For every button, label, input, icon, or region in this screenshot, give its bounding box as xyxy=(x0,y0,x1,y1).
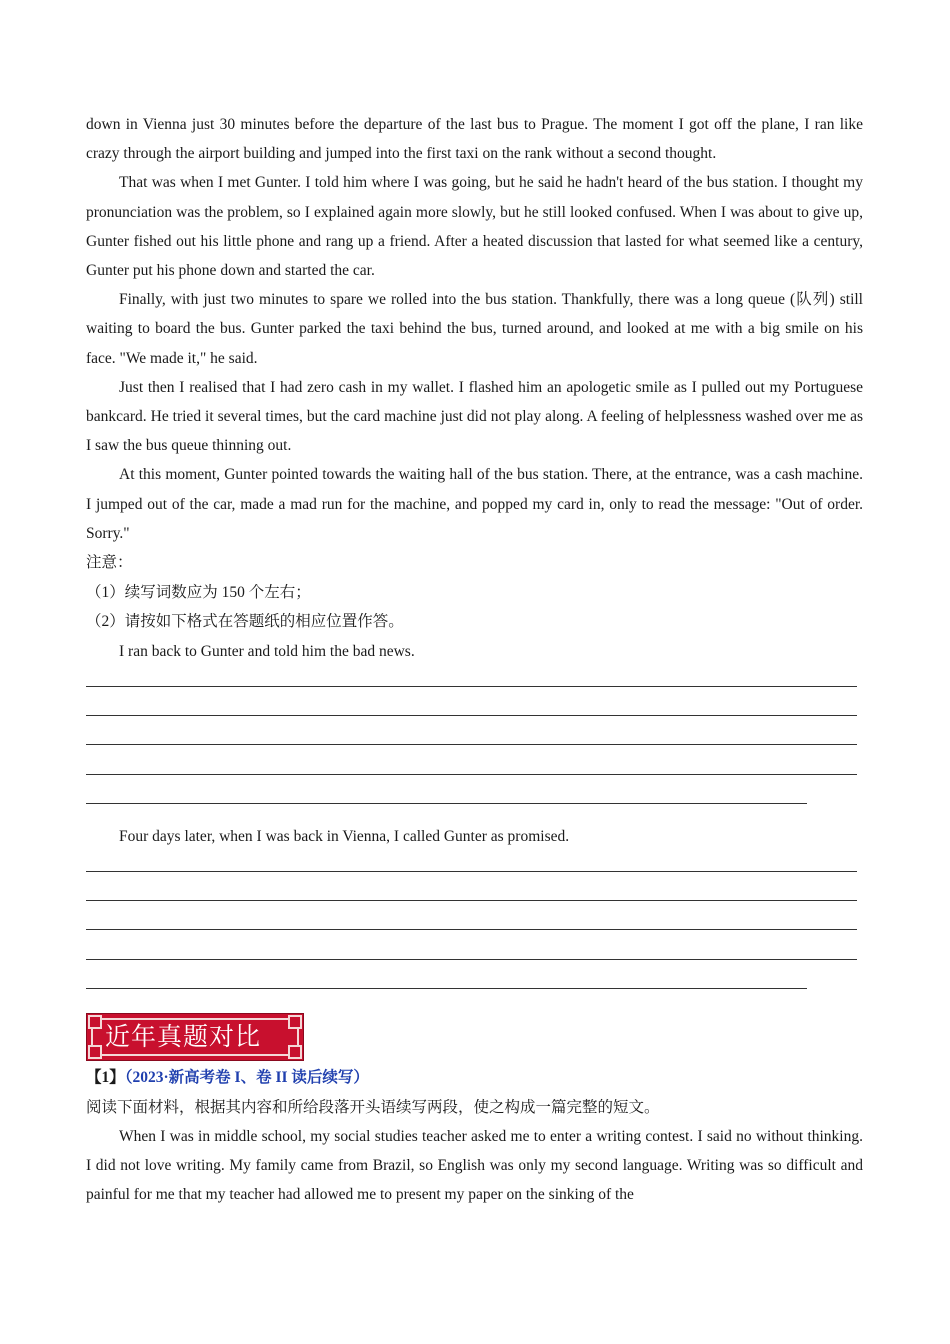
banner-box xyxy=(86,1013,304,1061)
starter-paragraph-1: I ran back to Gunter and told him the bad news. xyxy=(119,642,415,660)
answer-line[interactable] xyxy=(86,909,863,938)
notes-heading: 注意： xyxy=(86,554,133,572)
answer-line[interactable] xyxy=(86,724,863,753)
answer-line[interactable] xyxy=(86,666,863,695)
note-item-2: （2）请按如下格式在答题纸的相应位置作答。 xyxy=(86,613,404,631)
section-banner xyxy=(86,1013,863,1063)
question-source: （2023·新高考卷 I、卷 II 读后续写） xyxy=(124,1068,369,1086)
answer-lines-1 xyxy=(86,666,863,812)
passage-paragraph-2: That was when I met Gunter. I told him where I was going, but he said he hadn't heard of the bus station. I thought my pronunciation was the problem, so I explained again more slowly, but he still looked confused. When I was about to give up, Gunter fished out his little phone and rang up a friend. After a heated discussion that lasted for what seemed like a century, Gunter put his phone down and started the car. xyxy=(86,174,863,280)
passage-paragraph-5: At this moment, Gunter pointed towards the waiting hall of the bus station. There, at the entrance, was a cash machine. I jumped out of the car, made a mad run for the machine, and popped my card in, only to read the message: "Out of order. Sorry." xyxy=(86,466,863,542)
banner-label: 近年真题对比 xyxy=(105,1021,262,1051)
answer-line[interactable] xyxy=(86,753,863,782)
passage-paragraph-4: Just then I realised that I had zero cash in my wallet. I flashed him an apologetic smile as I pulled out my Portuguese bankcard. He tried it several times, but the card machine just did not play along. A feeling of helplessness washed over me as I saw the bus queue thinning out. xyxy=(86,378,863,455)
answer-line[interactable] xyxy=(86,938,863,967)
banner-corner xyxy=(88,1015,102,1029)
banner-corner xyxy=(288,1045,302,1059)
answer-line[interactable] xyxy=(86,695,863,724)
document-page xyxy=(86,110,863,1210)
question-text: When I was in middle school, my social studies teacher asked me to enter a writing contest. I said no without thinking. I did not love writing. My family came from Brazil, so English was only my second language. Writing was so difficult and painful for me that my teacher had allowed me to present my paper on the sinking of the xyxy=(86,1128,863,1204)
note-item-1: （1）续写词数应为 150 个左右； xyxy=(86,583,311,601)
passage-paragraph-3: Finally, with just two minutes to spare we rolled into the bus station. Thankfully, there was a long queue (队列) still waiting to board the bus. Gunter parked the taxi behind the bus, turned around, and looked at me with a big smile on his face. "We made it," he said. xyxy=(86,291,863,367)
banner-corner xyxy=(288,1015,302,1029)
passage-paragraph-1: down in Vienna just 30 minutes before the departure of the last bus to Prague. The moment I got off the plane, I ran like crazy through the airport building and jumped into the first taxi on the rank without a second thought. xyxy=(86,116,863,163)
question-instruction: 阅读下面材料，根据其内容和所给段落开头语续写两段，使之构成一篇完整的短文。 xyxy=(86,1098,660,1116)
answer-line[interactable] xyxy=(86,968,863,997)
answer-lines-2 xyxy=(86,851,863,997)
answer-line[interactable] xyxy=(86,783,863,812)
starter-paragraph-2: Four days later, when I was back in Vienna, I called Gunter as promised. xyxy=(119,827,570,845)
answer-line[interactable] xyxy=(86,880,863,909)
answer-line[interactable] xyxy=(86,851,863,880)
question-header xyxy=(86,1063,863,1093)
question-number: 【1】 xyxy=(86,1068,125,1086)
banner-corner xyxy=(88,1045,102,1059)
